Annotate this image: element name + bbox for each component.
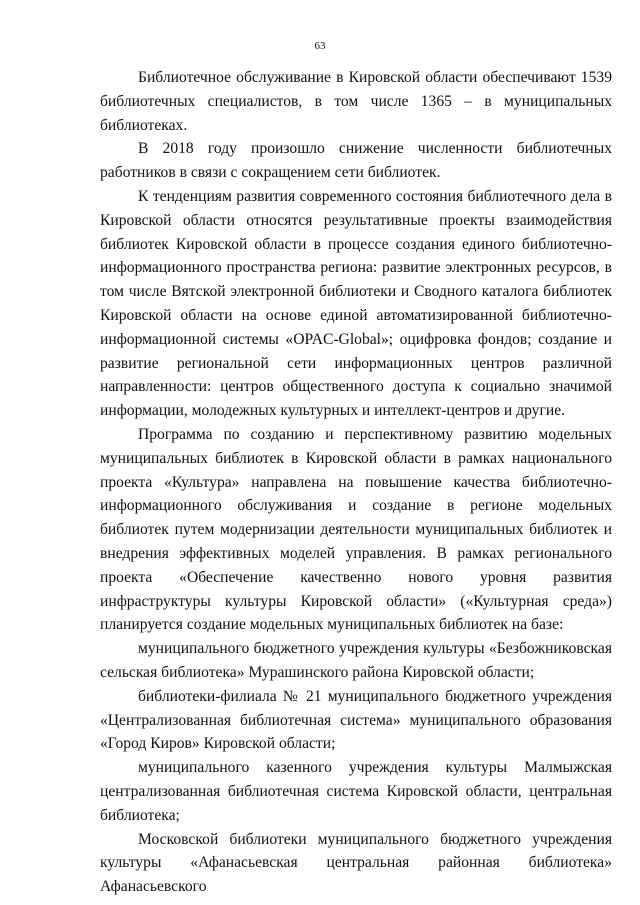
list-item: библиотеки-филиала № 21 муниципального бюджетного учреждения «Централизованная библиотечная система» муниципального образования «Город Киров» Кировской области;: [100, 687, 612, 753]
list-item: муниципального казенного учреждения культуры Малмыжская централизованная библиотечная система Кировской области, центральная библиотека;: [100, 759, 612, 824]
list-item: Московской библиотеки муниципального бюджетного учреждения культуры «Афанасьевская центральная районная библиотека» Афанасьевского: [100, 830, 612, 896]
paragraph: К тенденциям развития современного состояния библиотечного дела в Кировской области относятся результативные проекты взаимодействия библиотек Кировской области в процессе создания единого библиотечно-информационного пространства региона: развитие электронных ресурсов, в том числе Вятской электронной библиотеки и Сводного каталога библиотек Кировской области на основе единой автоматизированной библиотечно-информационной системы «OPAC-Global»; оцифровка фондов; создание и развитие региональной сети информационных центров различной направленности: центров общественного доступа к социально значимой информации, молодежных культурных и интеллект-центров и другие.: [100, 187, 612, 420]
list-item: муниципального бюджетного учреждения культуры «Безбожниковская сельская библиотека» Мурашинского района Кировской области;: [100, 640, 612, 681]
body-text: [100, 66, 612, 899]
page-number: 63: [314, 40, 326, 52]
paragraph: В 2018 году произошло снижение численности библиотечных работников в связи с сокращением сети библиотек.: [100, 140, 612, 182]
paragraph: Программа по созданию и перспективному развитию модельных муниципальных библиотек в Кировской области в рамках национального проекта «Культура» направлена на повышение качества библиотечно-информационного обслуживания и создание в регионе модельных библиотек путем модернизации деятельности муниципальных библиотек и внедрения эффективных моделей управления. В рамках регионального проекта «Обеспечение качественно нового уровня развития инфраструктуры культуры Кировской области» («Культурная среда») планируется создание модельных муниципальных библиотек на базе:: [100, 425, 612, 634]
paragraph: Библиотечное обслуживание в Кировской области обеспечивают 1539 библиотечных специалистов, в том числе 1365 – в муниципальных библиотеках.: [100, 69, 612, 134]
